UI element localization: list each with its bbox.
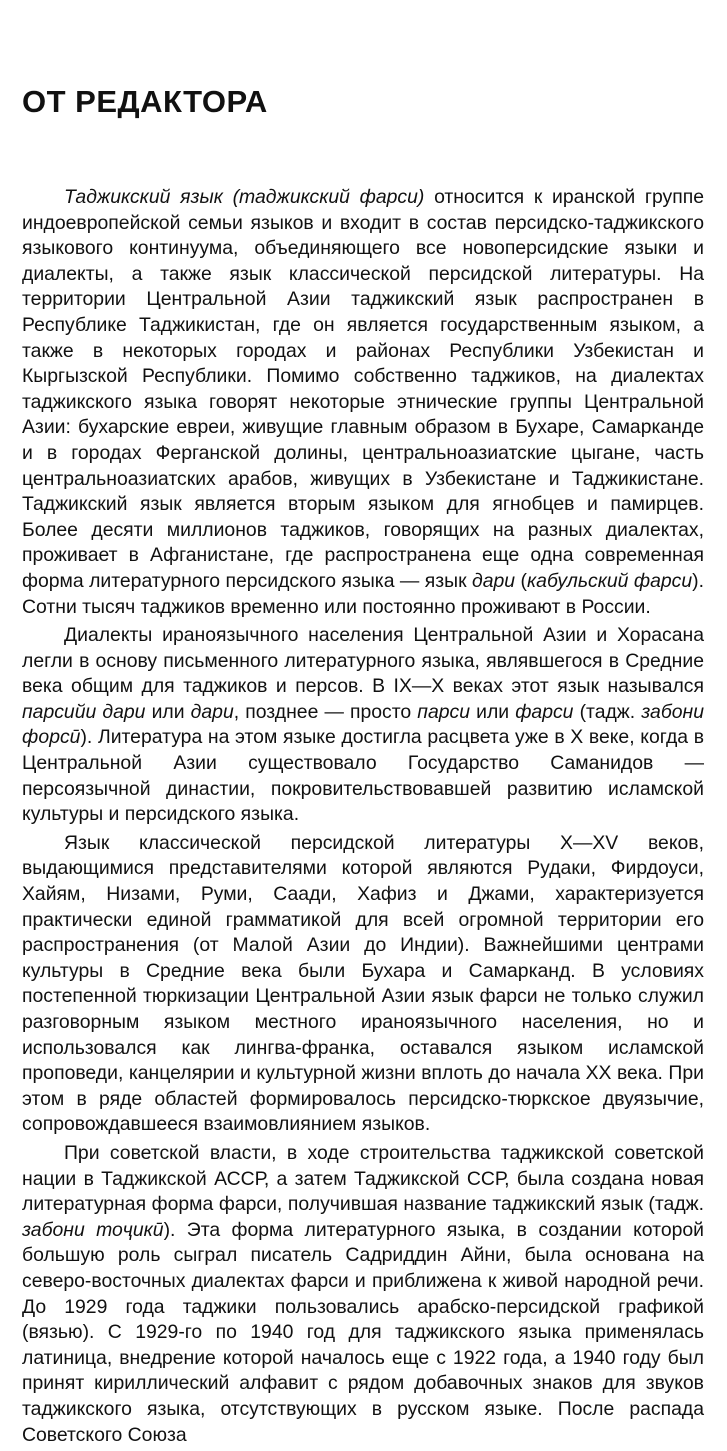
paragraph-text: Диалекты ираноязычного населения Центральной Азии и Хорасана легли в основу письменного литературного языка, являвшегося в Средние века общим для таджиков и персов. В IX—X веках этот язык назывался <box>22 624 704 698</box>
paragraph-text: ( <box>515 569 527 592</box>
body-text <box>22 185 704 1451</box>
paragraph-text: ). Эта форма литературного языка, в создании которой большую роль сыграл писатель Садриддин Айни, была основана на северо-восточных диалектах фарси и приближена к живой народной речи. До 1929 года таджики пользовались арабско-персидской графикой (вязью). С 1929-го по 1940 год для таджикского языка применялась латиница, внедрение которой началось еще с 1922 года, а 1940 году был принят кириллический алфавит с рядом добавочных знаков для звуков таджикского языка, отсутствующих в русском языке. После распада Советского Союза <box>22 1218 704 1446</box>
italic-text: кабульский фарси <box>527 569 693 592</box>
italic-text: фарси <box>515 700 574 723</box>
italic-text: дари <box>190 700 234 723</box>
paragraph-text: (тадж. <box>573 700 642 723</box>
italic-text: парси <box>417 700 471 723</box>
paragraph-text: , позднее — просто <box>233 700 418 723</box>
italic-text: забони форсӣ <box>22 700 704 749</box>
italic-text: забони тоҷикӣ <box>22 1218 164 1241</box>
paragraph-text: или <box>470 700 516 723</box>
paragraph-text: относится к иранской группе индоевропейской семьи языков и входит в состав персидско-таджикского языкового континуума, объединяющего все новоперсидские языки и диалекты, а также язык классической персидской литературы. На территории Центральной Азии таджикский язык распространен в Республике Таджикистан, где он является государственным языком, а также в некоторых городах и районах Республики Узбекистан и Кыргызской Республики. Помимо собственно таджиков, на диалектах таджикского языка говорят некоторые этнические группы Центральной Азии: бухарские евреи, живущие главным образом в Бухаре, Самарканде и в городах Ферганской долины, центральноазиатские цыгане, часть центральноазиатских арабов, живущих в Узбекистане и Таджикистане. Таджикский язык является вторым языком для ягнобцев и памирцев. Более десяти миллионов таджиков, говорящих на разных диалектах, проживает в Афганистане, где распространена еще одна современная форма литературного персидского языка — язык <box>22 186 704 592</box>
paragraph <box>22 1141 704 1448</box>
paragraph <box>22 831 704 1138</box>
paragraph <box>22 623 704 828</box>
italic-text: парсийи дари <box>22 700 146 723</box>
italic-text: дари <box>472 569 516 592</box>
page-title: ОТ РЕДАКТОРА <box>22 84 268 119</box>
italic-text: Таджикский язык (таджикский фарси) <box>64 186 425 208</box>
paragraph-text: или <box>145 700 191 723</box>
paragraph-text: Язык классической персидской литературы X—XV веков, выдающимися представителями которой являются Рудаки, Фирдоуси, Хайям, Низами, Руми, Саади, Хафиз и Джами, характеризуется практически единой грамматикой для всей огромной территории его распространения (от Малой Азии до Индии). Важнейшими центрами культуры в Средние века были Бухара и Самарканд. В условиях постепенной тюркизации Центральной Азии язык фарси не только служил разговорным языком местного ираноязычного населения, но и использовался как лингва-франка, оставался языком исламской проповеди, канцелярии и культурной жизни вплоть до начала XX века. При этом в ряде областей формировалось персидско-тюркское двуязычие, сопровождавшееся взаимовлиянием языков. <box>22 831 704 1136</box>
paragraph-text: При советской власти, в ходе строительства таджикской советской нации в Таджикской АССР, а затем Таджикской ССР, была создана новая литературная форма фарси, получившая название таджикский язык (тадж. <box>22 1141 704 1216</box>
paragraph-text: ). Литература на этом языке достигла расцвета уже в X веке, когда в Центральной Азии существовало Государство Саманидов — персоязычной династии, покровительствовавшей развитию исламской культуры и персидского языка. <box>22 726 704 826</box>
paragraph <box>22 185 704 620</box>
paragraph-text: ). Сотни тысяч таджиков временно или постоянно проживают в России. <box>22 569 704 618</box>
